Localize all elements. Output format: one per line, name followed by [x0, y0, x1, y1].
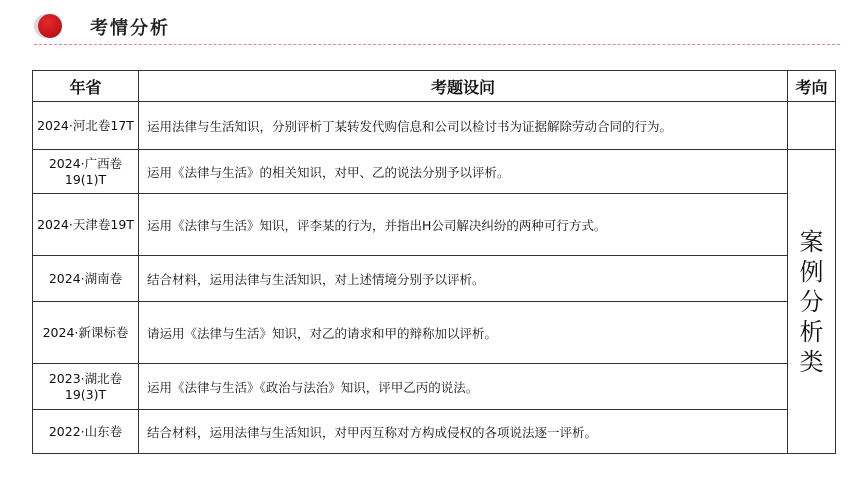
- row-question: 结合材料，运用法律与生活知识，对上述情境分别予以评析。: [139, 256, 788, 302]
- page-header: [0, 0, 860, 50]
- table-row: [33, 256, 836, 302]
- column-header-year: 年省: [33, 71, 139, 102]
- empty-direction-cell: [788, 102, 836, 150]
- exam-analysis-table: [32, 70, 836, 454]
- row-year: 2024·河北卷17T: [33, 102, 139, 150]
- page-title: 考情分析: [90, 18, 170, 39]
- row-year: 2022·山东卷: [33, 410, 139, 454]
- row-question: 运用《法律与生活》知识，评李某的行为，并指出H公司解决纠纷的两种可行方式。: [139, 194, 788, 256]
- header-divider: [34, 44, 840, 45]
- row-question: 运用《法律与生活》《政治与法治》知识，评甲乙丙的说法。: [139, 364, 788, 410]
- table-row: [33, 302, 836, 364]
- exam-analysis-table-container: [32, 70, 835, 454]
- direction-label: 案例分析类: [799, 227, 824, 376]
- table-row: [33, 364, 836, 410]
- table-row: [33, 194, 836, 256]
- row-year: 2024·湖南卷: [33, 256, 139, 302]
- row-year: 2024·天津卷19T: [33, 194, 139, 256]
- column-header-direction: 考向: [788, 71, 836, 102]
- row-year: 2024·广西卷19(1)T: [33, 150, 139, 194]
- table-row: [33, 410, 836, 454]
- red-circle-logo-icon: [38, 14, 62, 38]
- table-row: [33, 102, 836, 150]
- row-year: 2023·湖北卷19(3)T: [33, 364, 139, 410]
- direction-cell: [788, 150, 836, 454]
- row-question: 请运用《法律与生活》知识，对乙的请求和甲的辩称加以评析。: [139, 302, 788, 364]
- row-question: 结合材料，运用法律与生活知识，对甲丙互称对方构成侵权的各项说法逐一评析。: [139, 410, 788, 454]
- table-row: [33, 150, 836, 194]
- row-year: 2024·新课标卷: [33, 302, 139, 364]
- row-question: 运用法律与生活知识，分别评析丁某转发代购信息和公司以检讨书为证据解除劳动合同的行为。: [139, 102, 788, 150]
- table-header-row: [33, 71, 836, 102]
- row-question: 运用《法律与生活》的相关知识，对甲、乙的说法分别予以评析。: [139, 150, 788, 194]
- column-header-question: 考题设问: [139, 71, 788, 102]
